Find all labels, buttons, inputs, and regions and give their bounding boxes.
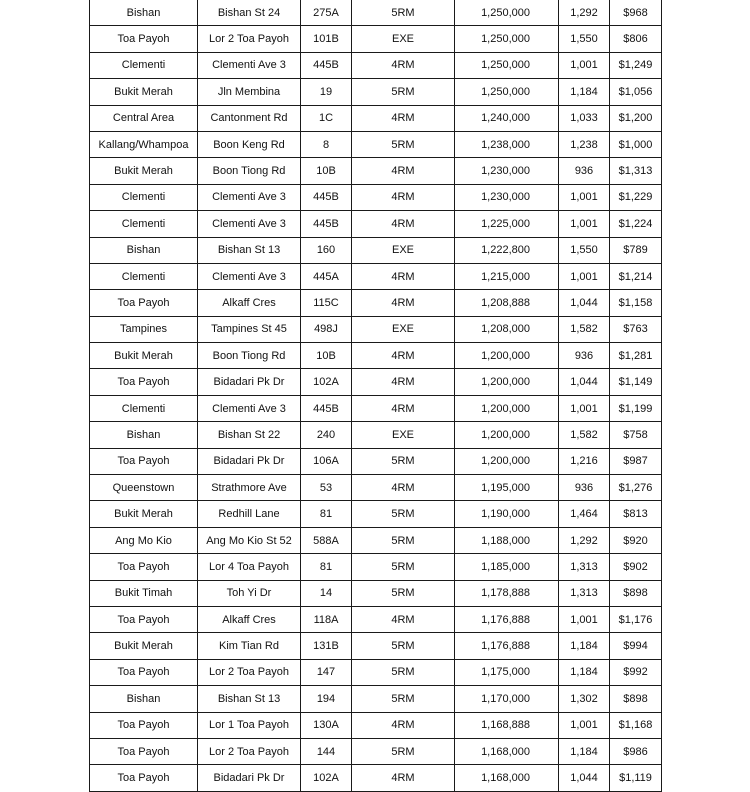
flat-type-cell: EXE: [352, 316, 455, 342]
psf-cell: $902: [610, 554, 662, 580]
block-cell: 53: [301, 475, 352, 501]
psf-cell: $1,249: [610, 52, 662, 78]
town-cell: Bukit Timah: [90, 580, 198, 606]
sqft-cell: 1,184: [559, 633, 610, 659]
psf-cell: $1,276: [610, 475, 662, 501]
sqft-cell: 1,550: [559, 237, 610, 263]
street-cell: Alkaff Cres: [198, 290, 301, 316]
town-cell: Toa Payoh: [90, 712, 198, 738]
block-cell: 445B: [301, 184, 352, 210]
price-cell: 1,222,800: [455, 237, 559, 263]
block-cell: 445B: [301, 52, 352, 78]
street-cell: Cantonment Rd: [198, 105, 301, 131]
street-cell: Alkaff Cres: [198, 606, 301, 632]
flat-type-cell: 4RM: [352, 52, 455, 78]
town-cell: Bukit Merah: [90, 633, 198, 659]
street-cell: Ang Mo Kio St 52: [198, 527, 301, 553]
street-cell: Boon Tiong Rd: [198, 343, 301, 369]
street-cell: Clementi Ave 3: [198, 52, 301, 78]
sqft-cell: 1,550: [559, 26, 610, 52]
block-cell: 14: [301, 580, 352, 606]
psf-cell: $1,313: [610, 158, 662, 184]
price-cell: 1,185,000: [455, 554, 559, 580]
sqft-cell: 1,238: [559, 131, 610, 157]
flat-type-cell: 5RM: [352, 79, 455, 105]
table-row: [90, 369, 662, 395]
price-cell: 1,190,000: [455, 501, 559, 527]
table-row: [90, 0, 662, 26]
flat-type-cell: 5RM: [352, 686, 455, 712]
town-cell: Central Area: [90, 105, 198, 131]
street-cell: Lor 4 Toa Payoh: [198, 554, 301, 580]
street-cell: Lor 2 Toa Payoh: [198, 26, 301, 52]
price-cell: 1,200,000: [455, 369, 559, 395]
block-cell: 194: [301, 686, 352, 712]
block-cell: 147: [301, 659, 352, 685]
sqft-cell: 1,313: [559, 580, 610, 606]
table-row: [90, 580, 662, 606]
flat-type-cell: 4RM: [352, 395, 455, 421]
street-cell: Bishan St 13: [198, 237, 301, 263]
flat-type-cell: 4RM: [352, 184, 455, 210]
flat-type-cell: 5RM: [352, 633, 455, 659]
street-cell: Bidadari Pk Dr: [198, 765, 301, 791]
psf-cell: $1,200: [610, 105, 662, 131]
block-cell: 115C: [301, 290, 352, 316]
psf-cell: $898: [610, 580, 662, 606]
street-cell: Tampines St 45: [198, 316, 301, 342]
town-cell: Bishan: [90, 422, 198, 448]
price-cell: 1,170,000: [455, 686, 559, 712]
flat-type-cell: 5RM: [352, 580, 455, 606]
block-cell: 10B: [301, 343, 352, 369]
price-cell: 1,176,888: [455, 606, 559, 632]
psf-cell: $1,119: [610, 765, 662, 791]
table-row: [90, 659, 662, 685]
table-row: [90, 26, 662, 52]
block-cell: 131B: [301, 633, 352, 659]
price-cell: 1,200,000: [455, 448, 559, 474]
town-cell: Bukit Merah: [90, 158, 198, 184]
block-cell: 8: [301, 131, 352, 157]
psf-cell: $898: [610, 686, 662, 712]
flat-type-cell: 4RM: [352, 475, 455, 501]
street-cell: Jln Membina: [198, 79, 301, 105]
flat-type-cell: 5RM: [352, 0, 455, 26]
psf-cell: $813: [610, 501, 662, 527]
sqft-cell: 936: [559, 343, 610, 369]
psf-cell: $1,224: [610, 211, 662, 237]
flat-type-cell: 5RM: [352, 448, 455, 474]
sqft-cell: 1,044: [559, 765, 610, 791]
town-cell: Toa Payoh: [90, 290, 198, 316]
street-cell: Lor 2 Toa Payoh: [198, 659, 301, 685]
psf-cell: $1,000: [610, 131, 662, 157]
block-cell: 240: [301, 422, 352, 448]
psf-cell: $1,229: [610, 184, 662, 210]
street-cell: Boon Tiong Rd: [198, 158, 301, 184]
table-row: [90, 52, 662, 78]
price-cell: 1,195,000: [455, 475, 559, 501]
table-row: [90, 79, 662, 105]
town-cell: Bishan: [90, 686, 198, 712]
town-cell: Toa Payoh: [90, 554, 198, 580]
price-cell: 1,225,000: [455, 211, 559, 237]
resale-transactions-table: [89, 0, 662, 792]
table-row: [90, 105, 662, 131]
town-cell: Bukit Merah: [90, 501, 198, 527]
flat-type-cell: EXE: [352, 26, 455, 52]
town-cell: Toa Payoh: [90, 448, 198, 474]
block-cell: 130A: [301, 712, 352, 738]
table-row: [90, 263, 662, 289]
flat-type-cell: 5RM: [352, 659, 455, 685]
street-cell: Bishan St 22: [198, 422, 301, 448]
block-cell: 10B: [301, 158, 352, 184]
block-cell: 144: [301, 738, 352, 764]
block-cell: 275A: [301, 0, 352, 26]
table-row: [90, 211, 662, 237]
flat-type-cell: 5RM: [352, 501, 455, 527]
price-cell: 1,250,000: [455, 0, 559, 26]
flat-type-cell: 4RM: [352, 263, 455, 289]
table-row: [90, 395, 662, 421]
psf-cell: $1,168: [610, 712, 662, 738]
table-row: [90, 475, 662, 501]
price-cell: 1,215,000: [455, 263, 559, 289]
flat-type-cell: 5RM: [352, 131, 455, 157]
psf-cell: $1,281: [610, 343, 662, 369]
town-cell: Toa Payoh: [90, 738, 198, 764]
sqft-cell: 1,464: [559, 501, 610, 527]
street-cell: Toh Yi Dr: [198, 580, 301, 606]
psf-cell: $763: [610, 316, 662, 342]
price-cell: 1,240,000: [455, 105, 559, 131]
psf-cell: $1,176: [610, 606, 662, 632]
table-row: [90, 237, 662, 263]
price-cell: 1,176,888: [455, 633, 559, 659]
sqft-cell: 1,001: [559, 211, 610, 237]
block-cell: 102A: [301, 369, 352, 395]
table-row: [90, 422, 662, 448]
price-cell: 1,168,000: [455, 765, 559, 791]
sqft-cell: 1,184: [559, 659, 610, 685]
price-cell: 1,200,000: [455, 422, 559, 448]
flat-type-cell: EXE: [352, 422, 455, 448]
street-cell: Redhill Lane: [198, 501, 301, 527]
table-row: [90, 712, 662, 738]
flat-type-cell: 4RM: [352, 369, 455, 395]
psf-cell: $920: [610, 527, 662, 553]
block-cell: 445B: [301, 211, 352, 237]
street-cell: Bishan St 24: [198, 0, 301, 26]
price-cell: 1,175,000: [455, 659, 559, 685]
table-row: [90, 501, 662, 527]
block-cell: 1C: [301, 105, 352, 131]
town-cell: Toa Payoh: [90, 765, 198, 791]
flat-type-cell: 5RM: [352, 554, 455, 580]
table-row: [90, 290, 662, 316]
sqft-cell: 1,313: [559, 554, 610, 580]
town-cell: Bishan: [90, 0, 198, 26]
sqft-cell: 1,044: [559, 290, 610, 316]
town-cell: Clementi: [90, 395, 198, 421]
flat-type-cell: EXE: [352, 237, 455, 263]
block-cell: 19: [301, 79, 352, 105]
price-cell: 1,200,000: [455, 395, 559, 421]
sqft-cell: 1,216: [559, 448, 610, 474]
table-row: [90, 184, 662, 210]
price-cell: 1,250,000: [455, 52, 559, 78]
street-cell: Boon Keng Rd: [198, 131, 301, 157]
town-cell: Tampines: [90, 316, 198, 342]
price-cell: 1,230,000: [455, 158, 559, 184]
table-row: [90, 633, 662, 659]
sqft-cell: 1,001: [559, 606, 610, 632]
street-cell: Lor 1 Toa Payoh: [198, 712, 301, 738]
psf-cell: $789: [610, 237, 662, 263]
price-cell: 1,178,888: [455, 580, 559, 606]
town-cell: Toa Payoh: [90, 659, 198, 685]
psf-cell: $1,214: [610, 263, 662, 289]
price-cell: 1,188,000: [455, 527, 559, 553]
table-row: [90, 686, 662, 712]
street-cell: Clementi Ave 3: [198, 211, 301, 237]
town-cell: Kallang/Whampoa: [90, 131, 198, 157]
sqft-cell: 1,001: [559, 52, 610, 78]
town-cell: Clementi: [90, 184, 198, 210]
block-cell: 101B: [301, 26, 352, 52]
table-row: [90, 131, 662, 157]
sqft-cell: 1,044: [559, 369, 610, 395]
sqft-cell: 1,001: [559, 395, 610, 421]
flat-type-cell: 4RM: [352, 158, 455, 184]
psf-cell: $758: [610, 422, 662, 448]
sqft-cell: 1,001: [559, 712, 610, 738]
block-cell: 160: [301, 237, 352, 263]
psf-cell: $987: [610, 448, 662, 474]
flat-type-cell: 5RM: [352, 738, 455, 764]
sqft-cell: 1,001: [559, 184, 610, 210]
sqft-cell: 1,033: [559, 105, 610, 131]
psf-cell: $1,056: [610, 79, 662, 105]
block-cell: 102A: [301, 765, 352, 791]
flat-type-cell: 4RM: [352, 765, 455, 791]
block-cell: 445A: [301, 263, 352, 289]
town-cell: Clementi: [90, 263, 198, 289]
block-cell: 81: [301, 554, 352, 580]
street-cell: Clementi Ave 3: [198, 263, 301, 289]
table-row: [90, 738, 662, 764]
street-cell: Strathmore Ave: [198, 475, 301, 501]
price-cell: 1,168,888: [455, 712, 559, 738]
town-cell: Bukit Merah: [90, 343, 198, 369]
town-cell: Toa Payoh: [90, 369, 198, 395]
sqft-cell: 1,582: [559, 422, 610, 448]
street-cell: Bidadari Pk Dr: [198, 369, 301, 395]
flat-type-cell: 4RM: [352, 105, 455, 131]
table-row: [90, 527, 662, 553]
town-cell: Bishan: [90, 237, 198, 263]
table-row: [90, 316, 662, 342]
town-cell: Bukit Merah: [90, 79, 198, 105]
price-cell: 1,230,000: [455, 184, 559, 210]
sqft-cell: 1,302: [559, 686, 610, 712]
psf-cell: $992: [610, 659, 662, 685]
price-cell: 1,250,000: [455, 79, 559, 105]
transactions-table-container: [89, 0, 661, 792]
block-cell: 445B: [301, 395, 352, 421]
price-cell: 1,238,000: [455, 131, 559, 157]
town-cell: Clementi: [90, 52, 198, 78]
sqft-cell: 1,001: [559, 263, 610, 289]
price-cell: 1,168,000: [455, 738, 559, 764]
street-cell: Clementi Ave 3: [198, 184, 301, 210]
price-cell: 1,250,000: [455, 26, 559, 52]
block-cell: 118A: [301, 606, 352, 632]
sqft-cell: 1,184: [559, 738, 610, 764]
price-cell: 1,200,000: [455, 343, 559, 369]
psf-cell: $986: [610, 738, 662, 764]
street-cell: Bidadari Pk Dr: [198, 448, 301, 474]
flat-type-cell: 4RM: [352, 712, 455, 738]
sqft-cell: 1,184: [559, 79, 610, 105]
psf-cell: $994: [610, 633, 662, 659]
flat-type-cell: 4RM: [352, 606, 455, 632]
psf-cell: $806: [610, 26, 662, 52]
street-cell: Lor 2 Toa Payoh: [198, 738, 301, 764]
block-cell: 498J: [301, 316, 352, 342]
table-row: [90, 606, 662, 632]
table-body: [90, 0, 662, 791]
table-row: [90, 158, 662, 184]
town-cell: Ang Mo Kio: [90, 527, 198, 553]
sqft-cell: 1,292: [559, 527, 610, 553]
town-cell: Toa Payoh: [90, 26, 198, 52]
street-cell: Kim Tian Rd: [198, 633, 301, 659]
psf-cell: $1,149: [610, 369, 662, 395]
street-cell: Bishan St 13: [198, 686, 301, 712]
sqft-cell: 1,292: [559, 0, 610, 26]
table-row: [90, 765, 662, 791]
psf-cell: $1,199: [610, 395, 662, 421]
table-row: [90, 343, 662, 369]
flat-type-cell: 4RM: [352, 290, 455, 316]
town-cell: Queenstown: [90, 475, 198, 501]
flat-type-cell: 5RM: [352, 527, 455, 553]
block-cell: 588A: [301, 527, 352, 553]
sqft-cell: 936: [559, 158, 610, 184]
table-row: [90, 448, 662, 474]
flat-type-cell: 4RM: [352, 343, 455, 369]
flat-type-cell: 4RM: [352, 211, 455, 237]
block-cell: 106A: [301, 448, 352, 474]
street-cell: Clementi Ave 3: [198, 395, 301, 421]
psf-cell: $1,158: [610, 290, 662, 316]
table-row: [90, 554, 662, 580]
town-cell: Clementi: [90, 211, 198, 237]
block-cell: 81: [301, 501, 352, 527]
price-cell: 1,208,888: [455, 290, 559, 316]
price-cell: 1,208,000: [455, 316, 559, 342]
sqft-cell: 1,582: [559, 316, 610, 342]
town-cell: Toa Payoh: [90, 606, 198, 632]
psf-cell: $968: [610, 0, 662, 26]
sqft-cell: 936: [559, 475, 610, 501]
